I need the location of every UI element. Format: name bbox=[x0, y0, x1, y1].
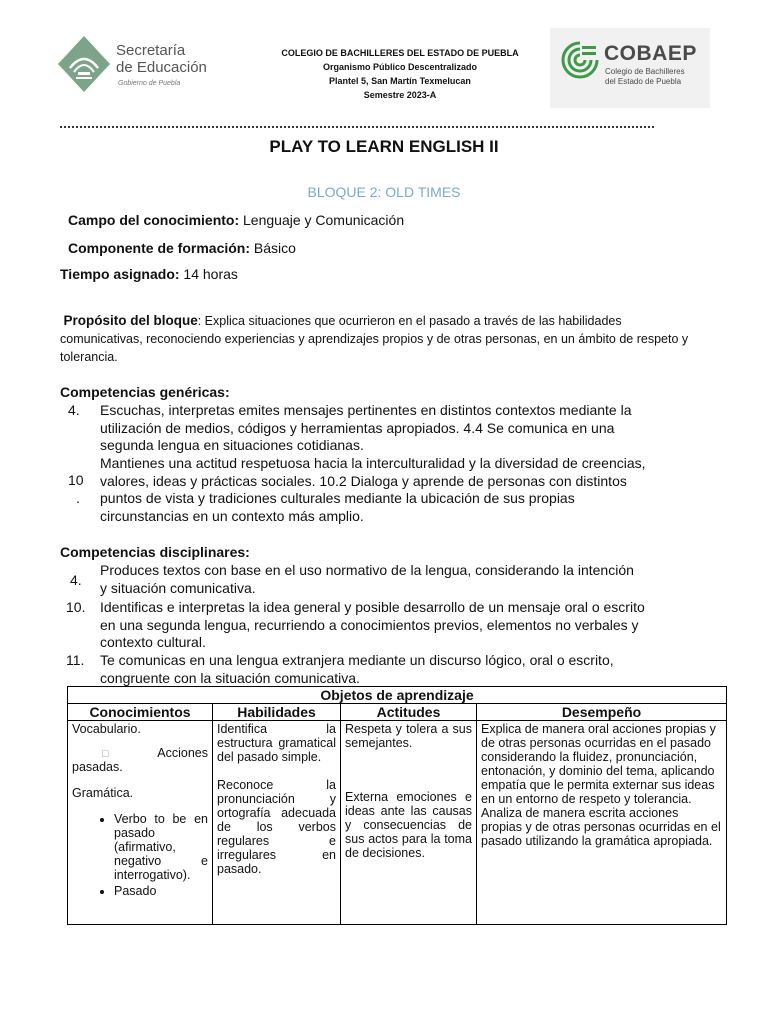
cobaep-name: COBAEP bbox=[604, 42, 697, 65]
cell-text: Identifica la estructura gramatical del pasado simple. bbox=[217, 722, 336, 764]
institution-line: Plantel 5, San Martín Texmelucan bbox=[329, 76, 471, 86]
list-item: Te comunicas en una lengua extranjera mediante un discurso lógico, oral o escrito, congruente con la situación comunicativa. bbox=[100, 652, 614, 686]
cobaep-subtitle: Colegio de Bachilleres del Estado de Puebla bbox=[605, 67, 685, 86]
column-header: Habilidades bbox=[213, 704, 341, 721]
table-title: Objetos de aprendizaje bbox=[68, 687, 727, 704]
institution-line: Semestre 2023-A bbox=[363, 90, 437, 100]
cell-text: Reconoce la pronunciación y ortografía adecuada de los verbos regulares e irregulares en pasado. bbox=[217, 778, 336, 876]
checkbox-icon: □ bbox=[102, 748, 114, 760]
sep-logo-tagline: Gobierno de Puebla bbox=[118, 80, 181, 87]
tiempo-field: Tiempo asignado: 14 horas bbox=[60, 266, 238, 282]
list-item: • Verbo to be en pasado (afirmativo, negativo e interrogativo). bbox=[114, 812, 208, 882]
cell-text: □ Acciones pasadas. bbox=[72, 746, 208, 774]
cell-text: Gramática. bbox=[72, 786, 134, 800]
sep-emblem-icon bbox=[56, 34, 112, 94]
column-header: Actitudes bbox=[341, 704, 477, 721]
list-item: Identificas e interpretas la idea general y posible desarrollo de un mensaje oral o escrito en una segunda lengua, recurriendo a conocimientos previos, elementos no verbales y contexto cultural. bbox=[100, 599, 645, 650]
actitudes-cell bbox=[341, 721, 477, 925]
list-number: 11. bbox=[66, 652, 85, 668]
desempeno-cell bbox=[477, 721, 727, 925]
institution-header bbox=[230, 46, 570, 102]
conocimientos-cell bbox=[68, 721, 213, 925]
objetos-table bbox=[67, 686, 727, 925]
institution-line: COLEGIO DE BACHILLERES DEL ESTADO DE PUEBLA bbox=[281, 48, 519, 58]
list-item: Produces textos con base en el uso normativo de la lengua, considerando la intención y situación comunicativa. bbox=[100, 562, 634, 596]
table-title-row bbox=[68, 687, 727, 704]
list-number: 4. bbox=[68, 402, 80, 418]
sep-logo bbox=[56, 34, 216, 98]
cell-text: Externa emociones e ideas ante las causas y consecuencias de sus actos para la toma de decisiones. bbox=[345, 790, 472, 860]
dotted-divider bbox=[60, 126, 654, 128]
competencias-genericas-heading: Competencias genéricas: bbox=[60, 384, 230, 400]
cell-text: Explica de manera oral acciones propias y de otras personas ocurridas en el pasado considerando la fluidez, pronunciación, entonación, y dominio del tema, aplicando empatía que le permita externar sus ideas en un entorno de respeto y tolerancia. bbox=[481, 722, 716, 806]
list-number: 4. bbox=[70, 572, 82, 588]
list-number: 10. bbox=[66, 599, 86, 615]
competencias-disciplinares-heading: Competencias disciplinares: bbox=[60, 544, 250, 560]
column-header: Desempeño bbox=[477, 704, 727, 721]
cell-text: Vocabulario. bbox=[72, 722, 141, 736]
cell-text: Respeta y tolera a sus semejantes. bbox=[345, 722, 472, 750]
proposito-paragraph: Propósito del bloque: Explica situaciones que ocurrieron en el pasado a través de las habilidades comunicativas, reconociendo experiencias y aprendizajes propios y de otras personas, en un ámbito de respeto y tolerancia. bbox=[60, 313, 689, 364]
cell-text: Analiza de manera escrita acciones propias y de otras personas ocurridas en el pasado utilizando la gramática apropiada. bbox=[481, 806, 721, 848]
cobaep-logo bbox=[550, 28, 710, 108]
campo-field: Campo del conocimiento: Lenguaje y Comunicación bbox=[68, 212, 405, 228]
bloque-subtitle: BLOQUE 2: OLD TIMES bbox=[307, 184, 461, 200]
table-row bbox=[68, 721, 727, 925]
list-item: • Pasado bbox=[114, 884, 208, 898]
bullet-list bbox=[72, 812, 208, 898]
column-header: Conocimientos bbox=[68, 704, 213, 721]
cobaep-emblem-icon bbox=[560, 40, 600, 80]
list-item: Mantienes una actitud respetuosa hacia la interculturalidad y la diversidad de creencias, valores, ideas y prácticas sociales. 10.2 Dialoga y aprende de personas con distintos puntos de vista y tradiciones culturales mediante la ubicación de sus propias circunstancias en un contexto más amplio. bbox=[100, 455, 646, 524]
list-item: Escuchas, interpretas emites mensajes pertinentes en distintos contextos mediante la utilización de medios, códigos y herramientas apropiados. 4.4 Se comunica en una segunda lengua en situaciones cotidianas. bbox=[100, 402, 632, 453]
list-number-dot: . bbox=[76, 490, 80, 506]
list-number: 10 bbox=[68, 472, 84, 488]
institution-line: Organismo Público Descentralizado bbox=[322, 62, 478, 72]
page-title: PLAY TO LEARN ENGLISH II bbox=[269, 137, 499, 156]
componente-field: Componente de formación: Básico bbox=[68, 240, 296, 256]
table-header-row bbox=[68, 704, 727, 721]
sep-logo-text: Secretaría de Educación bbox=[116, 42, 207, 76]
habilidades-cell bbox=[213, 721, 341, 925]
